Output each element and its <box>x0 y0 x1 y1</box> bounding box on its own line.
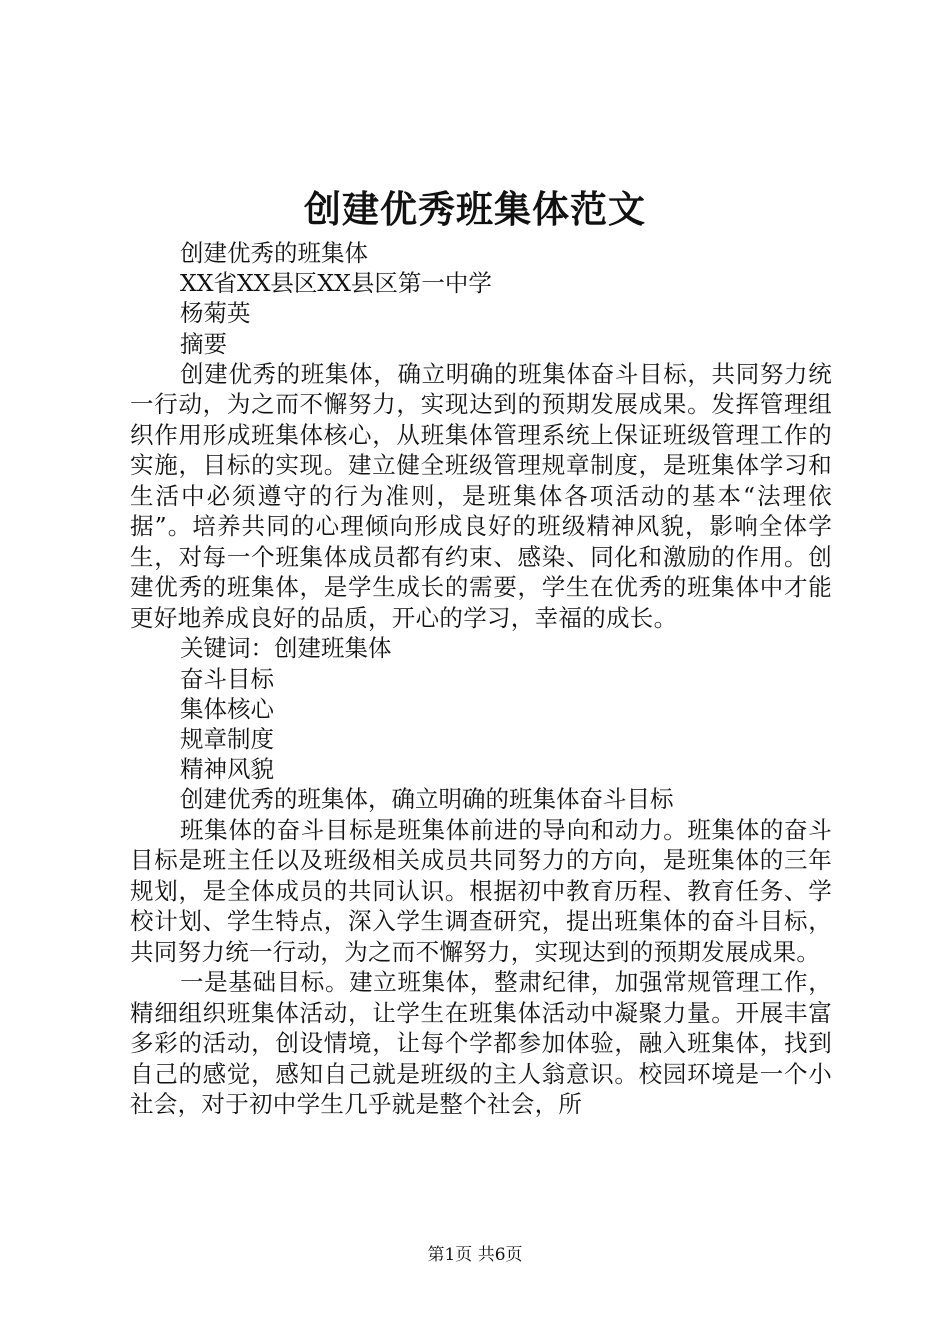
document-title: 创建优秀班集体范文 <box>304 187 646 231</box>
keyword-item: 规章制度 <box>180 724 274 753</box>
subtitle: 创建优秀的班集体 <box>180 239 368 267</box>
body-paragraph: 一是基础目标。建立班集体，整肃纪律，加强常规管理工作，精细组织班集体活动，让学生在班集体活动中凝聚力量。开展丰富多彩的活动，创设情境，让每个学都参加体验，融入班集体，找到自己的感觉，感知自己就是班级的主人翁意识。校园环境是一个小社会，对于初中学生几乎就是整个社会，所 <box>130 968 832 1119</box>
section-heading: 创建优秀的班集体，确立明确的班集体奋斗目标 <box>180 785 674 814</box>
keywords-label: 关键词：创建班集体 <box>180 634 392 663</box>
keyword-item: 集体核心 <box>180 694 274 723</box>
school-name: XX省XX县区XX县区第一中学 <box>180 269 492 298</box>
body-paragraph: 班集体的奋斗目标是班集体前进的导向和动力。班集体的奋斗目标是班主任以及班级相关成员共同努力的方向，是班集体的三年规划，是全体成员的共同认识。根据初中教育历程、教育任务、学校计划、学生特点，深入学生调查研究，提出班集体的奋斗目标，共同努力统一行动，为之而不懈努力，实现达到的预期发展成果。 <box>130 815 832 966</box>
keyword-item: 精神风貌 <box>180 755 274 784</box>
keyword-item: 奋斗目标 <box>180 664 274 693</box>
document-body <box>130 238 832 1120</box>
author-name: 杨菊英 <box>180 299 251 328</box>
abstract-heading: 摘要 <box>180 329 227 358</box>
page-footer: 第1页 共6页 <box>427 1245 523 1265</box>
abstract-paragraph: 创建优秀的班集体，确立明确的班集体奋斗目标，共同努力统一行动，为之而不懈努力，实现达到的预期发展成果。发挥管理组织作用形成班集体核心，从班集体管理系统上保证班级管理工作的实施，目标的实现。建立健全班级管理规章制度，是班集体学习和生活中必须遵守的行为准则，是班集体各项活动的基本“法理依据”。培养共同的心理倾向形成良好的班级精神风貌，影响全体学生，对每一个班集体成员都有约束、感染、同化和激励的作用。创建优秀的班集体，是学生成长的需要，学生在优秀的班集体中才能更好地养成良好的品质，开心的学习，幸福的成长。 <box>130 359 832 632</box>
